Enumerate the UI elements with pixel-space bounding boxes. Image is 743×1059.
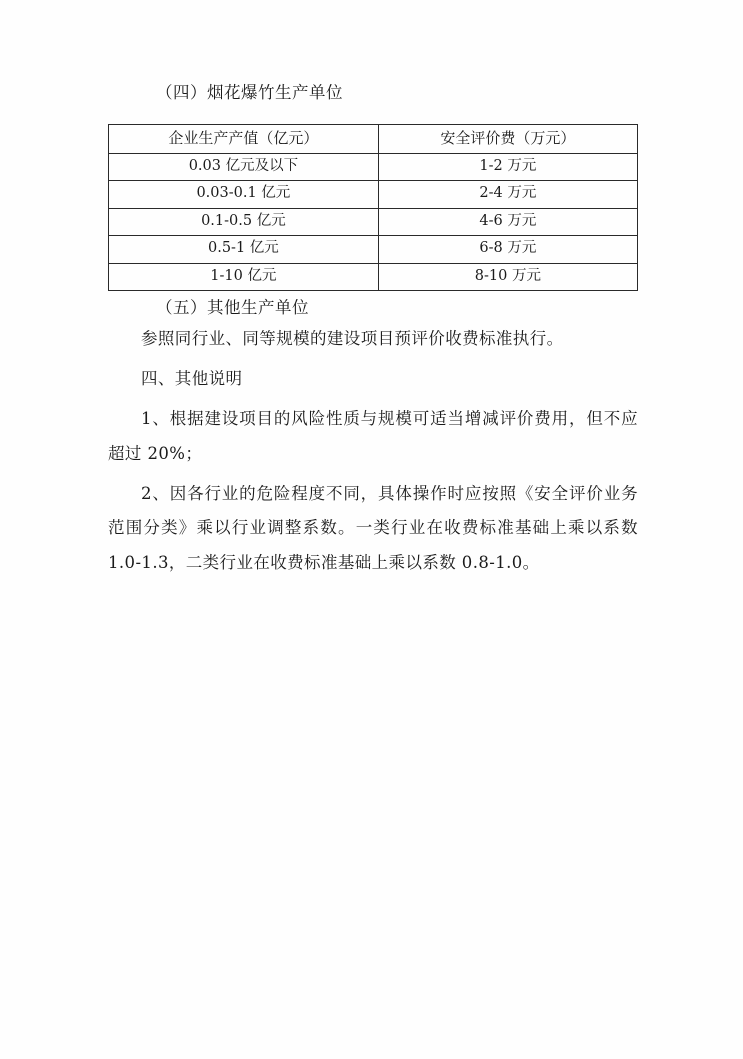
table-cell-fee: 6-8 万元	[378, 236, 637, 264]
table-cell-output-value: 0.03-0.1 亿元	[109, 181, 379, 209]
table-cell-fee: 1-2 万元	[378, 153, 637, 181]
document-content	[108, 80, 638, 580]
section-other-heading: 四、其他说明	[141, 369, 243, 389]
table-row	[109, 153, 638, 181]
table-header-row	[109, 125, 638, 153]
table-cell-output-value: 0.1-0.5 亿元	[109, 208, 379, 236]
table-row	[109, 263, 638, 291]
fee-table	[108, 124, 638, 291]
section-five-body: 参照同行业、同等规模的建设项目预评价收费标准执行。	[141, 328, 564, 348]
table-row	[109, 181, 638, 209]
table-cell-fee: 4-6 万元	[378, 208, 637, 236]
table-cell-output-value: 0.5-1 亿元	[109, 236, 379, 264]
table-cell-fee: 2-4 万元	[378, 181, 637, 209]
other-note-item-1: 1、根据建设项目的风险性质与规模可适当增减评价费用，但不应超过 20%；	[108, 409, 638, 463]
table-row	[109, 208, 638, 236]
table-header-fee: 安全评价费（万元）	[378, 125, 637, 153]
other-note-item-2: 2、因各行业的危险程度不同，具体操作时应按照《安全评价业务范围分类》乘以行业调整系数。一类行业在收费标准基础上乘以系数 1.0-1.3，二类行业在收费标准基础上乘以系数 0.8-1.0。	[108, 484, 638, 572]
table-header-output-value: 企业生产产值（亿元）	[109, 125, 379, 153]
section-four-heading: （四）烟花爆竹生产单位	[156, 83, 343, 102]
table-cell-output-value: 0.03 亿元及以下	[109, 153, 379, 181]
table-cell-output-value: 1-10 亿元	[109, 263, 379, 291]
section-five-heading: （五）其他生产单位	[156, 298, 309, 318]
table-cell-fee: 8-10 万元	[378, 263, 637, 291]
table-row	[109, 236, 638, 264]
